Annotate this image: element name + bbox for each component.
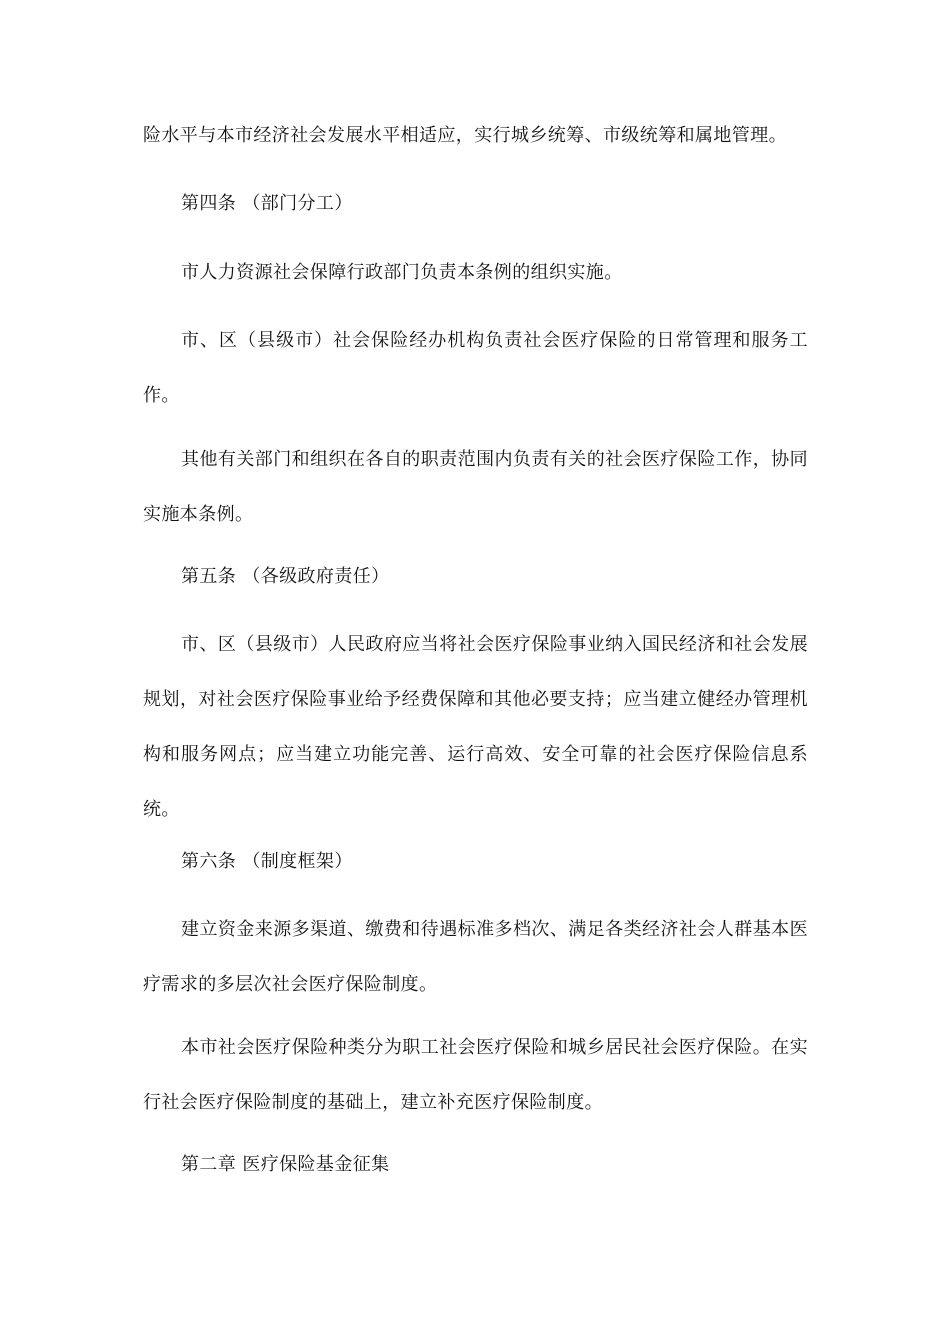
chapter-2-heading: 第二章 医疗保险基金征集 [181, 1154, 390, 1175]
article-4-paragraph-3: 其他有关部门和组织在各自的职责范围内负责有关的社会医疗保险工作，协同实施本条例。 [143, 449, 808, 525]
paragraph-continuation: 险水平与本市经济社会发展水平相适应，实行城乡统筹、市级统筹和属地管理。 [143, 125, 787, 146]
article-5-heading: 第五条 （各级政府责任） [181, 566, 390, 587]
article-4-paragraph-2: 市、区（县级市）社会保险经办机构负责社会医疗保险的日常管理和服务工作。 [143, 330, 808, 406]
article-5-paragraph-1: 市、区（县级市）人民政府应当将社会医疗保险事业纳入国民经济和社会发展规划，对社会医疗保险事业给予经费保障和其他必要支持；应当建立健经办管理机构和服务网点；应当建立功能完善、运行高效、安全可靠的社会医疗保险信息系统。 [143, 634, 808, 820]
article-6-paragraph-2: 本市社会医疗保险种类分为职工社会医疗保险和城乡居民社会医疗保险。在实行社会医疗保险制度的基础上，建立补充医疗保险制度。 [143, 1037, 808, 1113]
article-4-paragraph-1: 市人力资源社会保障行政部门负责本条例的组织实施。 [181, 262, 623, 283]
article-4-heading: 第四条 （部门分工） [181, 193, 353, 214]
article-6-heading: 第六条 （制度框架） [181, 851, 353, 872]
article-6-paragraph-1: 建立资金来源多渠道、缴费和待遇标准多档次、满足各类经济社会人群基本医疗需求的多层次社会医疗保险制度。 [143, 919, 808, 995]
